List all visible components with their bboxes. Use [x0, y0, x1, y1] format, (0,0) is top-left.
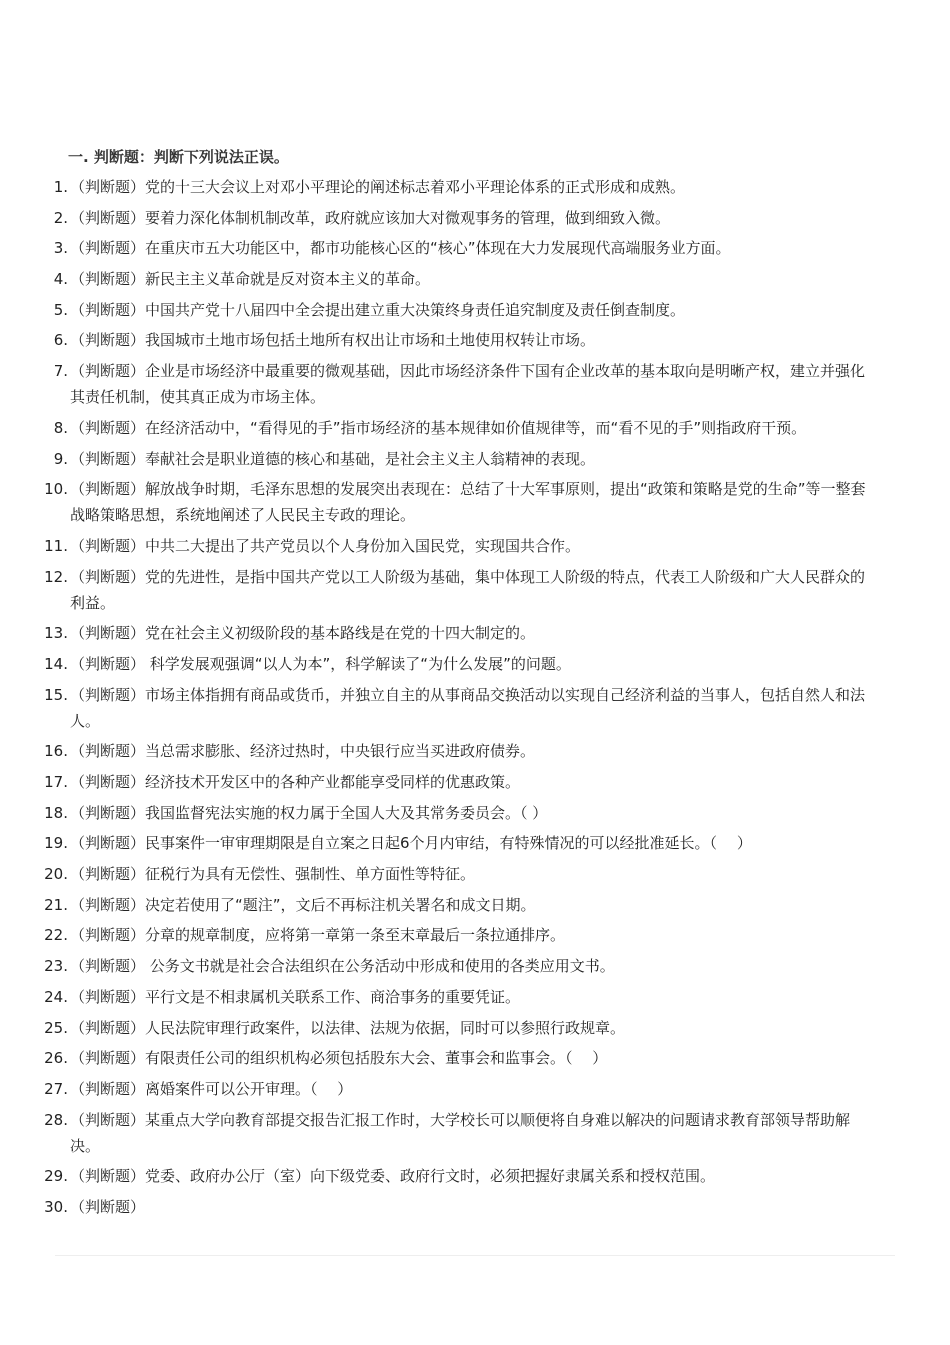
- question-text: （判断题）我国监督宪法实施的权力属于全国人大及其常务委员会。（ ）: [70, 803, 548, 822]
- question-text: （判断题）民事案件一审审理期限是自立案之日起6个月内审结，有特殊情况的可以经批准延长。（ ）: [70, 834, 752, 853]
- question-number: 20.: [44, 865, 68, 884]
- question-number: 12.: [44, 567, 68, 586]
- question-item: [0, 769, 950, 795]
- question-item: [0, 415, 950, 441]
- question-item: [0, 266, 950, 292]
- question-item: [0, 738, 950, 764]
- question-text: （判断题）征税行为具有无偿性、强制性、单方面性等特征。: [70, 865, 476, 884]
- question-item: [0, 1076, 950, 1102]
- question-item: [0, 533, 950, 559]
- question-item: [0, 476, 950, 528]
- question-number: 13.: [44, 624, 68, 643]
- question-number: 27.: [44, 1079, 68, 1098]
- question-text: （判断题）我国城市土地市场包括土地所有权出让市场和土地使用权转让市场。: [70, 331, 596, 350]
- question-text: （判断题）党在社会主义初级阶段的基本路线是在党的十四大制定的。: [70, 624, 536, 643]
- question-number: 3.: [53, 239, 68, 258]
- question-number: 6.: [53, 331, 68, 350]
- question-number: 21.: [44, 895, 68, 914]
- question-item: [0, 297, 950, 323]
- question-number: 28.: [44, 1110, 68, 1129]
- question-number: 17.: [44, 773, 68, 791]
- question-item: [0, 651, 950, 677]
- question-number: 26.: [44, 1049, 68, 1068]
- question-text: （判断题）某重点大学向教育部提交报告汇报工作时，大学校长可以顺便将自身难以解决的问题请求教育部领导帮助解决。: [70, 1110, 851, 1155]
- question-text: （判断题）在重庆市五大功能区中，都市功能核心区的“核心”体现在大力发展现代高端服务业方面。: [70, 239, 731, 258]
- question-item: [0, 922, 950, 948]
- question-item: [0, 830, 950, 856]
- question-text: （判断题）要着力深化体制机制改革，政府就应该加大对微观事务的管理，做到细致入微。: [70, 208, 671, 227]
- question-number: 15.: [44, 685, 68, 704]
- question-item: [0, 205, 950, 231]
- question-text: （判断题）经济技术开发区中的各种产业都能享受同样的优惠政策。: [70, 773, 521, 791]
- question-item: [0, 984, 950, 1010]
- question-number: 8.: [53, 418, 68, 437]
- question-text: （判断题） 公务文书就是社会合法组织在公务活动中形成和使用的各类应用文书。: [70, 957, 615, 976]
- question-number: 4.: [53, 270, 68, 289]
- question-item: [0, 327, 950, 353]
- question-item: [0, 861, 950, 887]
- question-item: [0, 953, 950, 979]
- question-text: （判断题） 科学发展观强调“以人为本”，科学解读了“为什么发展”的问题。: [70, 654, 571, 673]
- question-item: [0, 800, 950, 826]
- question-item: [0, 892, 950, 918]
- question-number: 25.: [44, 1018, 68, 1037]
- question-item: [0, 446, 950, 472]
- question-number: 9.: [53, 449, 68, 468]
- question-number: 7.: [53, 362, 68, 381]
- question-item: [0, 1194, 950, 1220]
- question-text: （判断题）当总需求膨胀、经济过热时，中央银行应当买进政府债券。: [70, 742, 536, 761]
- question-item: [0, 1163, 950, 1189]
- question-text: （判断题）奉献社会是职业道德的核心和基础，是社会主义主人翁精神的表现。: [70, 449, 596, 468]
- question-text: （判断题）平行文是不相隶属机关联系工作、商洽事务的重要凭证。: [70, 987, 521, 1006]
- question-item: [0, 1107, 950, 1159]
- question-number: 5.: [53, 300, 68, 319]
- question-text: （判断题）中国共产党十八届四中全会提出建立重大决策终身责任追究制度及责任倒查制度。: [70, 300, 686, 319]
- question-item: [0, 235, 950, 261]
- section-title: 一. 判断题：判断下列说法正误。: [68, 148, 289, 166]
- question-number: 18.: [44, 803, 68, 822]
- question-number: 29.: [44, 1167, 68, 1186]
- question-item: [0, 1045, 950, 1071]
- question-number: 10.: [44, 480, 68, 499]
- question-number: 23.: [44, 957, 68, 976]
- question-list: [0, 174, 950, 1220]
- question-number: 1.: [53, 178, 68, 196]
- question-text: （判断题）市场主体指拥有商品或货币，并独立自主的从事商品交换活动以实现自己经济利益的当事人，包括自然人和法人。: [70, 685, 866, 730]
- question-text: （判断题）在经济活动中，“看得见的手”指市场经济的基本规律如价值规律等，而“看不见的手”则指政府干预。: [70, 418, 807, 437]
- question-text: （判断题）: [70, 1197, 146, 1216]
- question-number: 22.: [44, 926, 68, 945]
- question-number: 19.: [44, 834, 68, 853]
- question-item: [0, 682, 950, 734]
- question-text: （判断题）解放战争时期，毛泽东思想的发展突出表现在：总结了十大军事原则，提出“政策和策略是党的生命”等一整套战略策略思想，系统地阐述了人民民主专政的理论。: [70, 480, 866, 525]
- question-text: （判断题）党的十三大会议上对邓小平理论的阐述标志着邓小平理论体系的正式形成和成熟。: [70, 178, 686, 196]
- question-number: 30.: [44, 1197, 68, 1216]
- question-text: （判断题）中共二大提出了共产党员以个人身份加入国民党，实现国共合作。: [70, 536, 581, 555]
- question-text: （判断题）人民法院审理行政案件，以法律、法规为依据，同时可以参照行政规章。: [70, 1018, 626, 1037]
- question-text: （判断题）企业是市场经济中最重要的微观基础，因此市场经济条件下国有企业改革的基本取向是明晰产权，建立并强化其责任机制，使其真正成为市场主体。: [70, 362, 866, 407]
- question-text: （判断题）党的先进性，是指中国共产党以工人阶级为基础，集中体现工人阶级的特点，代表工人阶级和广大人民群众的利益。: [70, 567, 866, 612]
- question-text: （判断题）新民主主义革命就是反对资本主义的革命。: [70, 270, 431, 289]
- bottom-divider: [55, 1255, 895, 1256]
- question-text: （判断题）分章的规章制度，应将第一章第一条至末章最后一条拉通排序。: [70, 926, 566, 945]
- question-item: [0, 564, 950, 616]
- question-text: （判断题）决定若使用了“题注”，文后不再标注机关署名和成文日期。: [70, 895, 536, 914]
- question-number: 16.: [44, 742, 68, 761]
- question-text: （判断题）有限责任公司的组织机构必须包括股东大会、董事会和监事会。（ ）: [70, 1049, 608, 1068]
- question-number: 11.: [44, 536, 68, 555]
- question-text: （判断题）离婚案件可以公开审理。（ ）: [70, 1079, 353, 1098]
- question-item: [0, 620, 950, 646]
- question-number: 2.: [53, 208, 68, 227]
- question-item: [0, 358, 950, 410]
- question-item: [0, 1015, 950, 1041]
- question-item: [0, 174, 950, 200]
- question-number: 14.: [44, 654, 68, 673]
- question-text: （判断题）党委、政府办公厅（室）向下级党委、政府行文时，必须把握好隶属关系和授权范围。: [70, 1167, 716, 1186]
- question-number: 24.: [44, 987, 68, 1006]
